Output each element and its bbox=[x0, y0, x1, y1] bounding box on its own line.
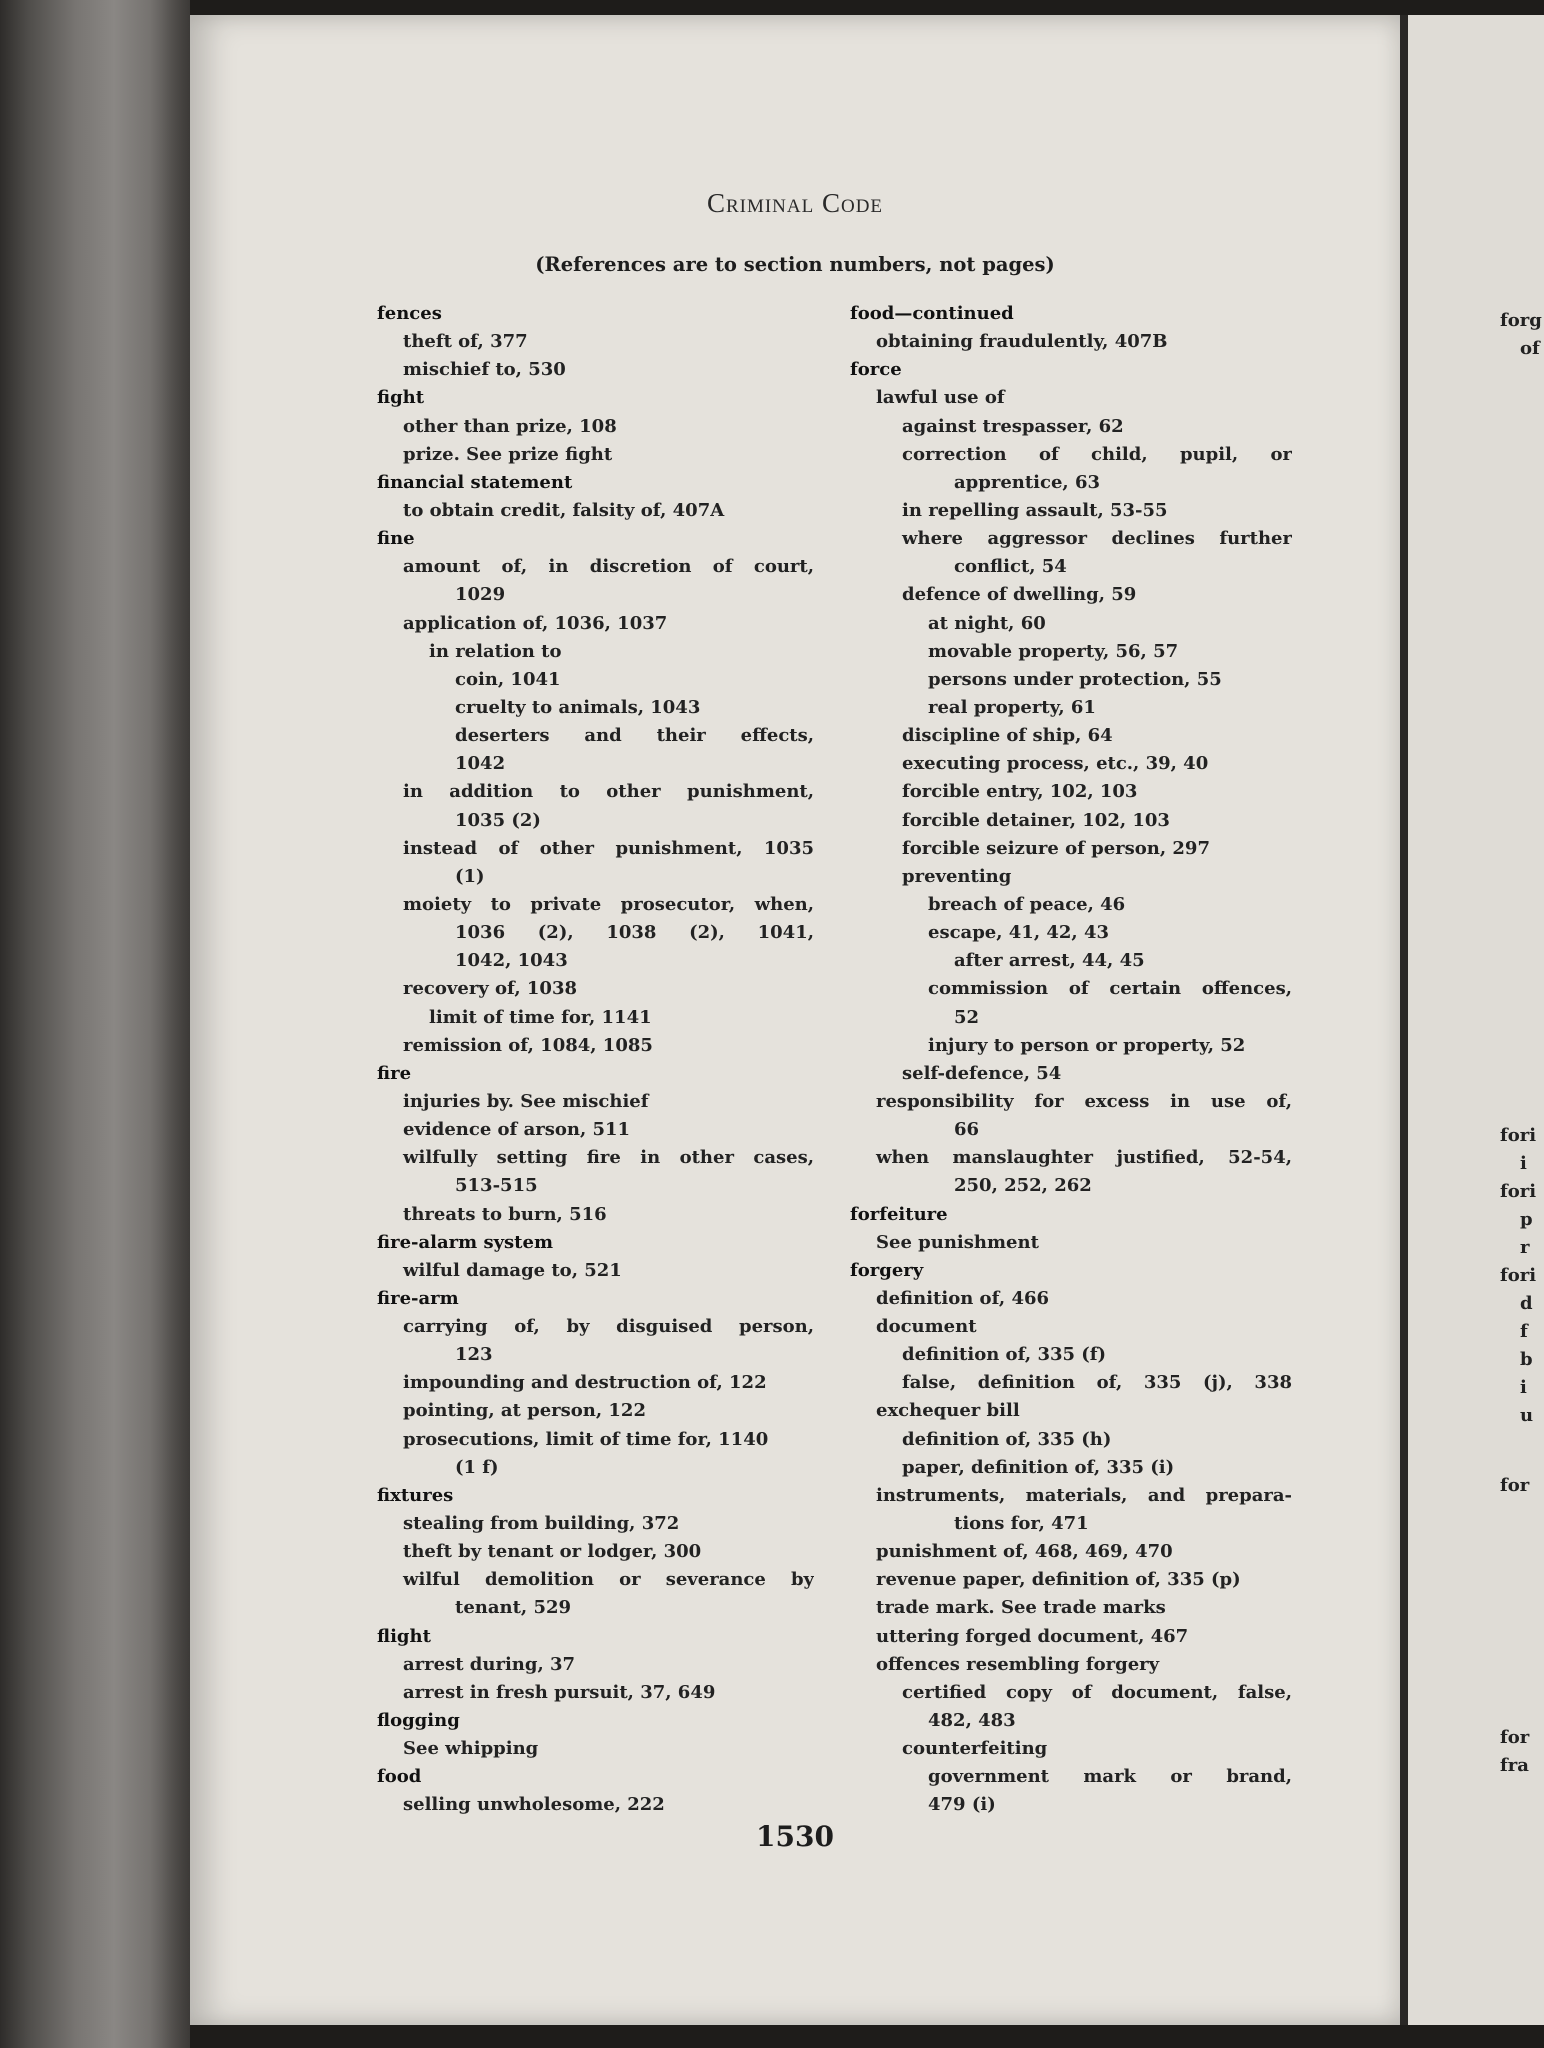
index-entry: forcible seizure of person, 297 bbox=[902, 837, 1210, 859]
index-entry: 479 (i) bbox=[928, 1794, 996, 1816]
index-entry: evidence of arson, 511 bbox=[403, 1119, 631, 1141]
facing-page-text: p bbox=[1520, 1209, 1533, 1230]
index-entry: exchequer bill bbox=[876, 1400, 1020, 1422]
index-entry: prosecutions, limit of time for, 1140 bbox=[403, 1428, 769, 1450]
index-entry: discipline of ship, 64 bbox=[902, 725, 1113, 747]
index-heading: force bbox=[850, 359, 902, 381]
index-entry: moiety to private prosecutor, when, bbox=[403, 893, 814, 915]
index-entry: counterfeiting bbox=[902, 1738, 1048, 1760]
index-entry: instruments, materials, and prepara- bbox=[876, 1484, 1292, 1506]
index-heading: forgery bbox=[850, 1259, 924, 1281]
index-heading: fight bbox=[377, 387, 425, 409]
index-entry: certified copy of document, false, bbox=[902, 1681, 1292, 1703]
index-entry: 1042 bbox=[455, 753, 506, 775]
facing-page-text: of bbox=[1520, 338, 1540, 359]
index-heading: food—continued bbox=[850, 303, 1014, 324]
index-heading: flogging bbox=[377, 1710, 460, 1732]
index-entry: instead of other punishment, 1035 bbox=[403, 837, 814, 859]
index-entry: coin, 1041 bbox=[455, 668, 561, 690]
index-entry: offences resembling forgery bbox=[876, 1653, 1160, 1675]
facing-page-text: for bbox=[1500, 1727, 1530, 1748]
index-entry: escape, 41, 42, 43 bbox=[928, 922, 1109, 944]
index-entry: obtaining fraudulently, 407B bbox=[876, 331, 1168, 353]
index-entry: where aggressor declines further bbox=[902, 528, 1292, 550]
index-entry: uttering forged document, 467 bbox=[876, 1625, 1189, 1647]
index-entry: impounding and destruction of, 122 bbox=[403, 1372, 767, 1394]
index-entry: injuries by. See mischief bbox=[403, 1090, 649, 1112]
index-entry: theft by tenant or lodger, 300 bbox=[403, 1541, 702, 1563]
index-entry: 52 bbox=[954, 1006, 980, 1028]
index-entry: at night, 60 bbox=[928, 612, 1046, 634]
index-entry: deserters and their effects, bbox=[455, 725, 814, 747]
facing-page-text: b bbox=[1520, 1349, 1533, 1370]
index-entry: definition of, 335 (f) bbox=[902, 1344, 1107, 1366]
index-entry: in addition to other punishment, bbox=[403, 781, 814, 803]
index-heading: forfeiture bbox=[850, 1203, 948, 1225]
index-entry: other than prize, 108 bbox=[403, 415, 617, 437]
index-entry: tenant, 529 bbox=[455, 1597, 572, 1619]
index-heading: food bbox=[377, 1766, 422, 1788]
index-entry: correction of child, pupil, or bbox=[902, 443, 1292, 465]
index-entry: document bbox=[876, 1316, 977, 1338]
facing-page-text: forg bbox=[1500, 310, 1542, 331]
index-entry: when manslaughter justified, 52-54, bbox=[876, 1147, 1292, 1169]
index-entry: arrest in fresh pursuit, 37, 649 bbox=[403, 1681, 716, 1703]
index-entry: conflict, 54 bbox=[954, 556, 1067, 578]
index-entry: forcible entry, 102, 103 bbox=[902, 781, 1138, 803]
page-edges bbox=[150, 0, 190, 2048]
index-entry: stealing from building, 372 bbox=[403, 1513, 680, 1535]
index-entry: pointing, at person, 122 bbox=[403, 1400, 646, 1422]
index-entry: defence of dwelling, 59 bbox=[902, 584, 1137, 606]
index-entry: trade mark. See trade marks bbox=[876, 1597, 1166, 1619]
reference-note: (References are to section numbers, not pages) bbox=[535, 253, 1055, 276]
index-entry: tions for, 471 bbox=[954, 1513, 1089, 1535]
page-number: 1530 bbox=[756, 1820, 834, 1853]
index-entry: 513-515 bbox=[455, 1175, 538, 1197]
index-entry: government mark or brand, bbox=[928, 1766, 1292, 1788]
index-entry: 482, 483 bbox=[928, 1710, 1016, 1732]
index-entry: application of, 1036, 1037 bbox=[403, 612, 668, 634]
index-entry: cruelty to animals, 1043 bbox=[455, 696, 701, 718]
index-entry: responsibility for excess in use of, bbox=[876, 1090, 1292, 1112]
index-entry: definition of, 335 (h) bbox=[902, 1428, 1112, 1450]
index-entry: wilful damage to, 521 bbox=[403, 1259, 622, 1281]
index-entry: 123 bbox=[455, 1344, 493, 1366]
index-entry: false, definition of, 335 (j), 338 bbox=[902, 1372, 1292, 1394]
index-entry: theft of, 377 bbox=[403, 331, 528, 353]
index-entry: against trespasser, 62 bbox=[902, 415, 1124, 437]
index-entry: 250, 252, 262 bbox=[954, 1175, 1092, 1197]
index-entry: carrying of, by disguised person, bbox=[403, 1316, 814, 1338]
index-entry: threats to burn, 516 bbox=[403, 1203, 607, 1225]
index-entry: limit of time for, 1141 bbox=[429, 1006, 652, 1028]
index-entry: apprentice, 63 bbox=[954, 471, 1101, 493]
index-heading: fire-arm bbox=[377, 1287, 459, 1309]
index-entry: mischief to, 530 bbox=[403, 359, 566, 381]
index-entry: (1 f) bbox=[455, 1456, 499, 1478]
index-entry: breach of peace, 46 bbox=[928, 893, 1126, 915]
index-entry: self-defence, 54 bbox=[902, 1062, 1062, 1084]
facing-page-text: u bbox=[1520, 1405, 1534, 1426]
facing-page-text: for bbox=[1500, 1475, 1530, 1496]
book-gutter bbox=[1400, 15, 1408, 2025]
index-heading: fences bbox=[377, 303, 442, 324]
index-entry: See whipping bbox=[403, 1738, 539, 1760]
index-entry: paper, definition of, 335 (i) bbox=[902, 1456, 1175, 1478]
index-entry: forcible detainer, 102, 103 bbox=[902, 809, 1170, 831]
facing-page-text: f bbox=[1520, 1321, 1528, 1342]
index-entry: persons under protection, 55 bbox=[928, 668, 1222, 690]
index-entry: lawful use of bbox=[876, 387, 1005, 409]
index-entry: See punishment bbox=[876, 1231, 1039, 1253]
index-entry: real property, 61 bbox=[928, 696, 1096, 718]
index-entry: preventing bbox=[902, 865, 1012, 887]
index-heading: fixtures bbox=[377, 1484, 454, 1506]
index-heading: fire bbox=[377, 1062, 412, 1084]
index-heading: fine bbox=[377, 528, 415, 550]
facing-page-text: d bbox=[1520, 1293, 1533, 1314]
index-entry: (1) bbox=[455, 865, 485, 887]
index-column-right bbox=[850, 300, 1292, 1820]
index-entry: selling unwholesome, 222 bbox=[403, 1794, 665, 1816]
facing-page-text: i bbox=[1520, 1377, 1527, 1398]
index-entry: revenue paper, definition of, 335 (p) bbox=[876, 1569, 1241, 1591]
index-entry: in repelling assault, 53-55 bbox=[902, 499, 1168, 521]
facing-page-text: fra bbox=[1500, 1755, 1529, 1776]
facing-page-text: i bbox=[1520, 1153, 1527, 1174]
index-heading: flight bbox=[377, 1625, 431, 1647]
index-entry: 1036 (2), 1038 (2), 1041, bbox=[455, 922, 814, 944]
index-entry: to obtain credit, falsity of, 407A bbox=[403, 499, 725, 521]
index-entry: 1035 (2) bbox=[455, 809, 541, 831]
index-heading: financial statement bbox=[377, 471, 573, 493]
index-entry: recovery of, 1038 bbox=[403, 978, 578, 1000]
index-entry: executing process, etc., 39, 40 bbox=[902, 753, 1209, 775]
index-entry: movable property, 56, 57 bbox=[928, 640, 1179, 662]
index-entry: after arrest, 44, 45 bbox=[954, 950, 1145, 972]
index-entry: in relation to bbox=[429, 640, 562, 662]
index-entry: prize. See prize fight bbox=[403, 443, 613, 465]
index-entry: definition of, 466 bbox=[876, 1287, 1050, 1309]
index-column-left bbox=[377, 300, 814, 1820]
index-entry: injury to person or property, 52 bbox=[928, 1034, 1246, 1056]
facing-page-text: fori bbox=[1500, 1181, 1537, 1202]
index-heading: fire-alarm system bbox=[377, 1231, 553, 1253]
page-title: Criminal Code bbox=[706, 188, 884, 218]
index-entry: amount of, in discretion of court, bbox=[403, 556, 814, 578]
index-entry: arrest during, 37 bbox=[403, 1653, 576, 1675]
index-entry: wilful demolition or severance by bbox=[403, 1569, 814, 1591]
facing-page-text: fori bbox=[1500, 1265, 1537, 1286]
index-entry: 66 bbox=[954, 1119, 980, 1141]
facing-page-text: fori bbox=[1500, 1125, 1537, 1146]
index-entry: wilfully setting fire in other cases, bbox=[403, 1147, 814, 1169]
index-entry: 1042, 1043 bbox=[455, 950, 568, 972]
index-entry: punishment of, 468, 469, 470 bbox=[876, 1541, 1173, 1563]
facing-page-text: r bbox=[1520, 1237, 1530, 1258]
index-entry: 1029 bbox=[455, 584, 506, 606]
index-entry: remission of, 1084, 1085 bbox=[403, 1034, 653, 1056]
index-entry: commission of certain offences, bbox=[928, 978, 1292, 1000]
facing-page bbox=[1408, 15, 1544, 2025]
